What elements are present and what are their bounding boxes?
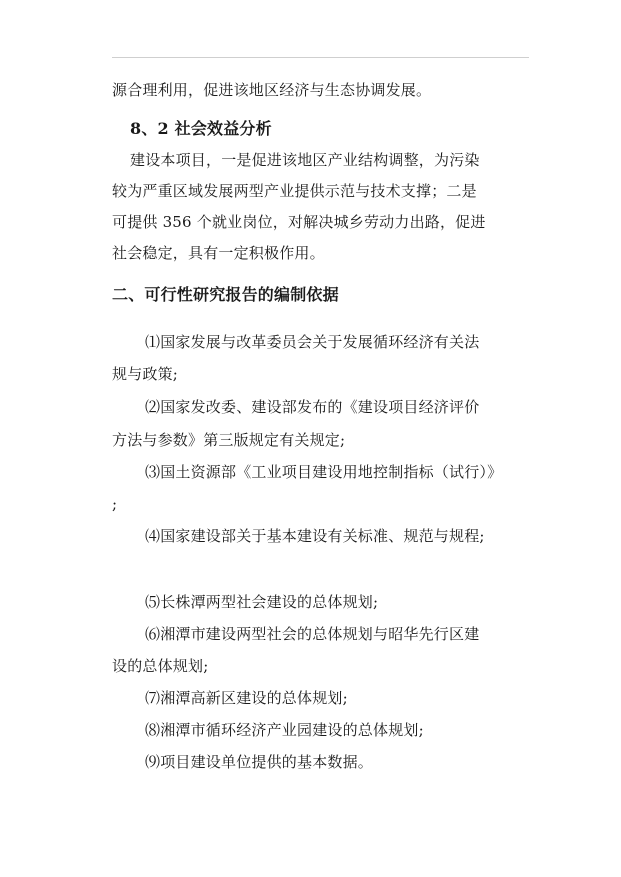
basis-item-3: ⑶国土资源部《工业项目建设用地控制指标（试行）》 [145,463,503,481]
basis-item-7: ⑺湘潭高新区建设的总体规划; [145,689,348,707]
section-2-title: 二、可行性研究报告的编制依据 [112,285,339,304]
paragraph-line: 较为严重区域发展两型产业提供示范与技术支撑；二是 [112,182,477,200]
basis-item-1: ⑴国家发展与改革委员会关于发展循环经济有关法 [145,333,480,351]
paragraph-line: 建设本项目，一是促进该地区产业结构调整，为污染 [130,151,480,169]
header-rule [112,57,529,58]
basis-item-2-cont: 方法与参数》第三版规定有关规定; [112,431,346,449]
basis-item-6: ⑹湘潭市建设两型社会的总体规划与昭华先行区建 [145,625,480,643]
basis-item-4: ⑷国家建设部关于基本建设有关标准、规范与规程; [145,527,485,545]
basis-item-2: ⑵国家发改委、建设部发布的《建设项目经济评价 [145,398,480,416]
basis-item-5: ⑸长株潭两型社会建设的总体规划; [145,593,379,611]
paragraph-line: 社会稳定，具有一定积极作用。 [112,244,325,262]
basis-item-3-cont: ; [112,495,118,513]
basis-item-8: ⑻湘潭市循环经济产业园建设的总体规划; [145,721,424,739]
section-8-2-title: 8、2 社会效益分析 [130,119,272,138]
basis-item-6-cont: 设的总体规划; [112,657,209,675]
basis-item-9: ⑼项目建设单位提供的基本数据。 [145,753,374,771]
paragraph-line: 可提供 356 个就业岗位，对解决城乡劳动力出路，促进 [112,213,486,231]
continuation-text: 源合理利用，促进该地区经济与生态协调发展。 [112,81,432,99]
basis-item-1-cont: 规与政策; [112,365,179,383]
